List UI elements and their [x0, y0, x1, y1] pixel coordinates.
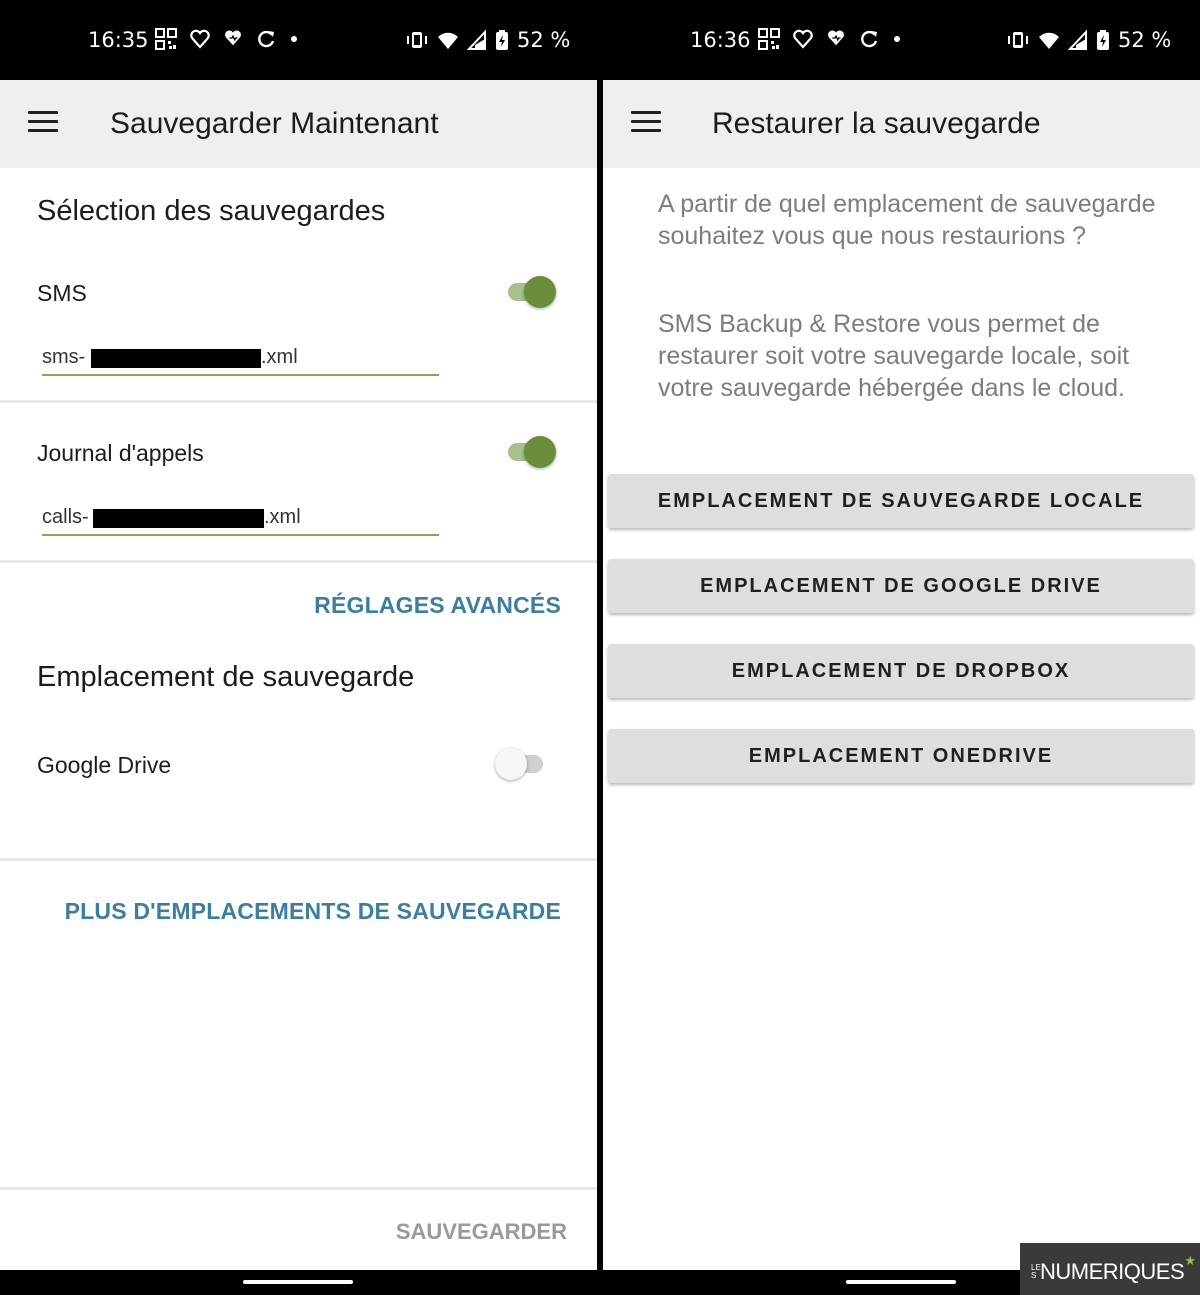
star-icon: ★: [1184, 1253, 1196, 1268]
advanced-settings-button[interactable]: RÉGLAGES AVANCÉS: [314, 592, 561, 618]
watermark-prefix: LES: [1031, 1263, 1041, 1280]
redacted-block: [91, 349, 261, 368]
watermark-logo: [1020, 1243, 1200, 1295]
calls-filename-prefix: calls-: [42, 506, 89, 528]
local-backup-location-button[interactable]: EMPLACEMENT DE SAUVEGARDE LOCALE: [608, 474, 1194, 528]
call-log-toggle[interactable]: [508, 435, 556, 469]
calls-filename-suffix: .xml: [264, 506, 301, 528]
app-bar: [0, 80, 597, 168]
vibrate-icon: [405, 29, 429, 51]
heart-outline-icon: [189, 28, 211, 50]
divider: [0, 858, 597, 861]
sms-filename-prefix: sms-: [42, 346, 86, 368]
home-gesture-handle[interactable]: [243, 1280, 353, 1284]
divider: [0, 560, 597, 563]
wifi-icon: [1038, 29, 1060, 51]
page-title: Sauvegarder Maintenant: [110, 107, 439, 140]
app-bar: [603, 80, 1200, 168]
navigation-bar: [0, 1270, 597, 1295]
google-drive-location-button[interactable]: EMPLACEMENT DE GOOGLE DRIVE: [608, 559, 1194, 613]
sms-filename-field[interactable]: [42, 342, 439, 376]
restore-description: SMS Backup & Restore vous permet de restaurer soit votre sauvegarde locale, soit votre sauvegarde hébergée dans le cloud.: [658, 310, 1130, 402]
battery-charging-icon: [495, 29, 509, 51]
restore-question: A partir de quel emplacement de sauvegarde souhaitez vous que nous restaurions ?: [658, 190, 1156, 250]
dot-icon: [289, 28, 299, 50]
hamburger-menu-icon[interactable]: [28, 111, 58, 133]
sms-toggle[interactable]: [508, 275, 556, 309]
hamburger-menu-icon[interactable]: [631, 111, 661, 133]
calls-filename-field[interactable]: [42, 502, 439, 536]
qr-code-icon: [758, 28, 780, 50]
battery-percentage: 52 %: [1118, 28, 1172, 52]
more-backup-locations-button[interactable]: PLUS D'EMPLACEMENTS DE SAUVEGARDE: [64, 898, 561, 924]
watermark-brand: NUMERIQUES: [1040, 1259, 1185, 1284]
sms-filename-suffix: .xml: [261, 346, 298, 368]
heart-outline-icon: [792, 28, 814, 50]
backup-selection-heading: Sélection des sauvegardes: [37, 195, 386, 227]
page-title: Restaurer la sauvegarde: [712, 107, 1041, 140]
status-bar: [0, 0, 597, 80]
status-bar: [603, 0, 1200, 80]
save-button[interactable]: SAUVEGARDER: [395, 1219, 567, 1244]
vibrate-icon: [1006, 29, 1030, 51]
heart-icon: [223, 28, 243, 50]
dot-icon: [892, 28, 902, 50]
dropbox-location-button[interactable]: EMPLACEMENT DE DROPBOX: [608, 644, 1194, 698]
sync-icon: [858, 28, 880, 50]
restore-backup-screen: [603, 0, 1200, 1295]
onedrive-location-button[interactable]: EMPLACEMENT ONEDRIVE: [608, 729, 1194, 783]
status-time: 16:36: [690, 28, 751, 52]
google-drive-label: Google Drive: [37, 752, 172, 778]
backup-location-heading: Emplacement de sauvegarde: [37, 661, 415, 693]
backup-now-screen: [0, 0, 597, 1295]
system-icons: [1006, 28, 1171, 52]
divider: [0, 1187, 597, 1190]
battery-percentage: 52 %: [517, 28, 571, 52]
redacted-block: [93, 509, 264, 528]
notification-icons: [155, 28, 299, 50]
system-icons: [405, 28, 570, 52]
status-time: 16:35: [88, 28, 149, 52]
cell-signal-icon: [1068, 29, 1088, 51]
divider: [0, 400, 597, 403]
wifi-icon: [437, 29, 459, 51]
cell-signal-icon: [467, 29, 487, 51]
call-log-label: Journal d'appels: [37, 440, 204, 466]
qr-code-icon: [155, 28, 177, 50]
notification-icons: [758, 28, 902, 50]
sync-icon: [255, 28, 277, 50]
home-gesture-handle[interactable]: [846, 1280, 956, 1284]
heart-icon: [826, 28, 846, 50]
google-drive-toggle[interactable]: [497, 747, 545, 781]
battery-charging-icon: [1096, 29, 1110, 51]
sms-label: SMS: [37, 280, 87, 306]
